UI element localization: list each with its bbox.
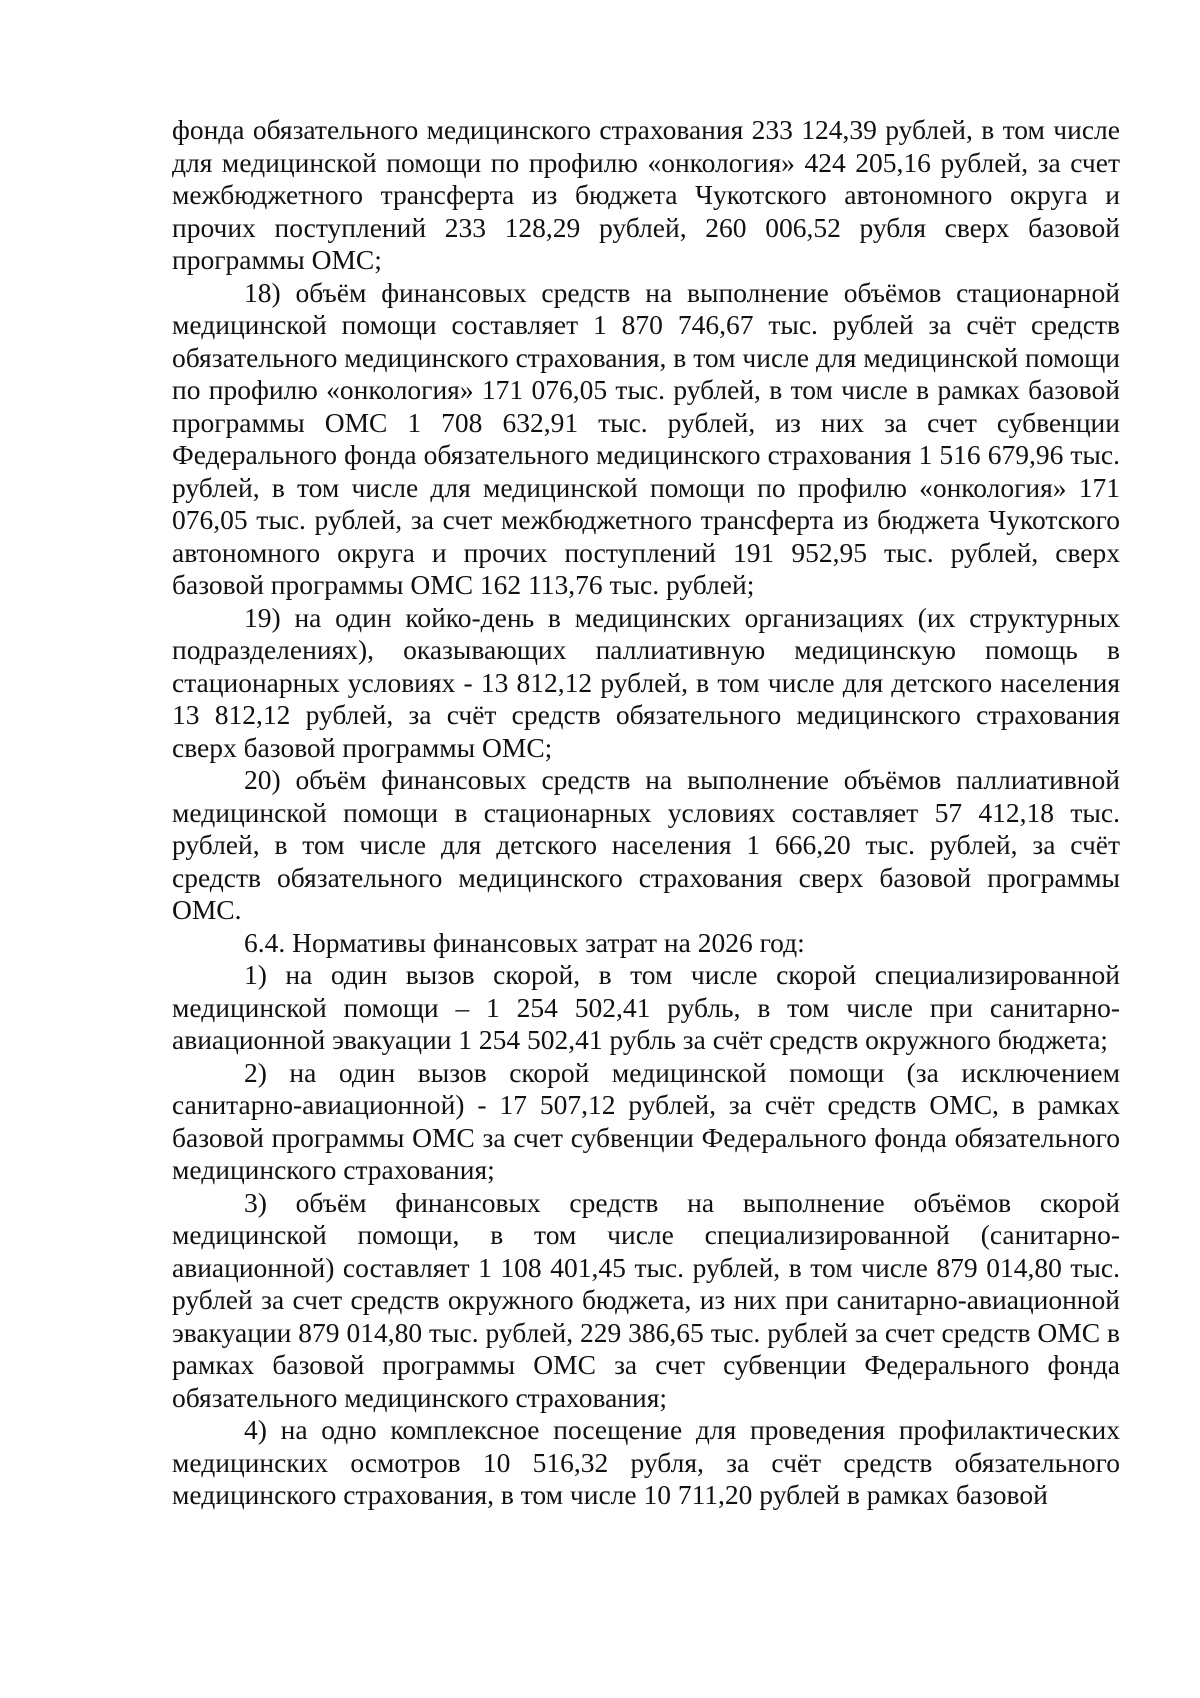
paragraph-item-4: 4) на одно комплексное посещение для проведения профилактических медицинских осмотров 10 516,32 рубля, за счёт средств обязательного медицинского страхования, в том числе 10 711,20 рублей в рамках базовой (172, 1414, 1120, 1510)
paragraph-item-3: 3) объём финансовых средств на выполнение объёмов скорой медицинской помощи, в том числе специализированной (санитарно-авиационной) составляет 1 108 401,45 тыс. рублей, в том числе 879 014,80 тыс. рублей за счет средств окружного бюджета, из них при санитарно-авиационной эвакуации 879 014,80 тыс. рублей, 229 386,65 тыс. рублей за счет средств ОМС в рамках базовой программы ОМС за счет субвенции Федерального фонда обязательного медицинского страхования; (172, 1186, 1120, 1413)
paragraph-item-1: 1) на один вызов скорой, в том числе скорой специализированной медицинской помощи – 1 254 502,41 рубль, в том числе при санитарно-авиационной эвакуации 1 254 502,41 рубль за счёт средств окружного бюджета; (172, 959, 1120, 1055)
paragraph-continuation: фонда обязательного медицинского страхования 233 124,39 рублей, в том числе для медицинской помощи по профилю «онкология» 424 205,16 рублей, за счет межбюджетного трансферта из бюджета Чукотского автономного округа и прочих поступлений 233 128,29 рублей, 260 006,52 рубля сверх базовой программы ОМС; (172, 114, 1120, 275)
paragraph-item-20: 20) объём финансовых средств на выполнение объёмов паллиативной медицинской помощи в стационарных условиях составляет 57 412,18 тыс. рублей, в том числе для детского населения 1 666,20 тыс. рублей, за счёт средств обязательного медицинского страхования сверх базовой программы ОМС. (172, 764, 1120, 925)
section-heading-6-4: 6.4. Нормативы финансовых затрат на 2026 год: (244, 926, 805, 958)
paragraph-item-18: 18) объём финансовых средств на выполнение объёмов стационарной медицинской помощи составляет 1 870 746,67 тыс. рублей за счёт средств обязательного медицинского страхования, в том числе для медицинской помощи по профилю «онкология» 171 076,05 тыс. рублей, в том числе в рамках базовой программы ОМС 1 708 632,91 тыс. рублей, из них за счет субвенции Федерального фонда обязательного медицинского страхования 1 516 679,96 тыс. рублей, в том числе для медицинской помощи по профилю «онкология» 171 076,05 тыс. рублей, за счет межбюджетного трансферта из бюджета Чукотского автономного округа и прочих поступлений 191 952,95 тыс. рублей, сверх базовой программы ОМС 162 113,76 тыс. рублей; (172, 276, 1120, 600)
paragraph-item-2: 2) на один вызов скорой медицинской помощи (за исключением санитарно-авиационной) - 17 507,12 рублей, за счёт средств ОМС, в рамках базовой программы ОМС за счет субвенции Федерального фонда обязательного медицинского страхования; (172, 1056, 1120, 1185)
paragraph-item-19: 19) на один койко-день в медицинских организациях (их структурных подразделениях), оказывающих паллиативную медицинскую помощь в стационарных условиях - 13 812,12 рублей, в том числе для детского населения 13 812,12 рублей, за счёт средств обязательного медицинского страхования сверх базовой программы ОМС; (172, 601, 1120, 763)
document-body (172, 114, 1120, 1512)
